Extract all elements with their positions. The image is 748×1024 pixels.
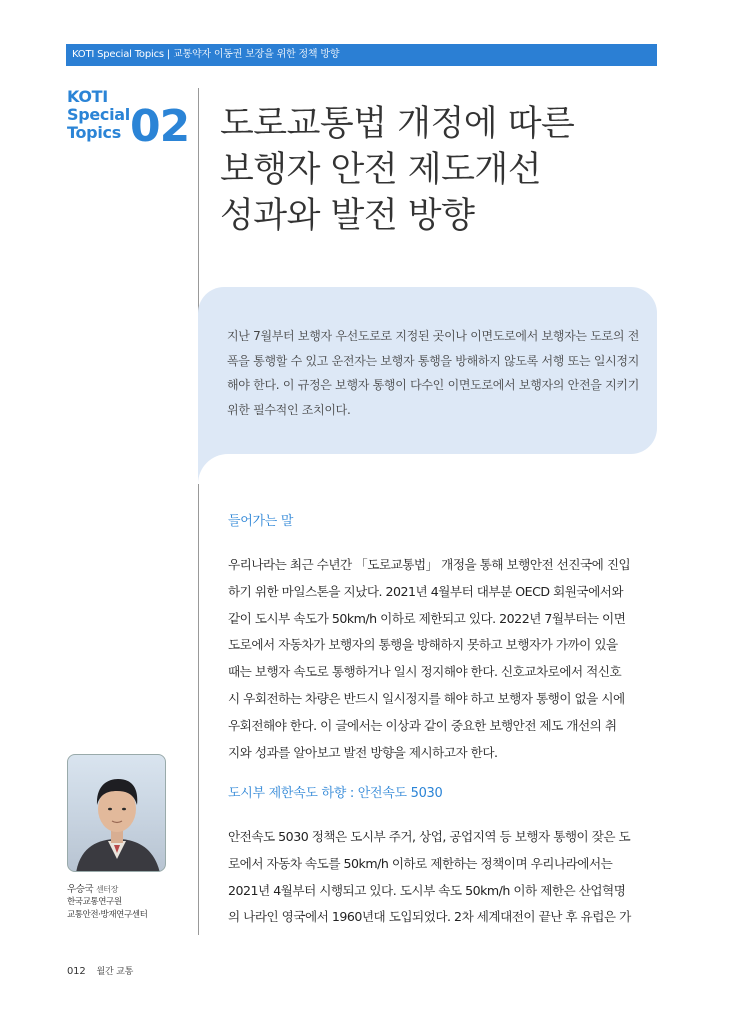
- author-dept: 교통안전·방재연구센터: [67, 910, 148, 920]
- intro-body: [228, 552, 658, 766]
- section-label-line: Special: [67, 105, 130, 124]
- body-line: 시 우회전하는 차량은 반드시 일시정지를 해야 하고 보행자 통행이 없을 시에: [228, 690, 625, 706]
- title-line: 성과와 발전 방향: [220, 196, 475, 236]
- body-line: 2021년 4월부터 시행되고 있다. 도시부 속도 50km/h 이하 제한은 산업혁명: [228, 882, 626, 898]
- header-separator: |: [166, 49, 171, 60]
- body-line: 우리나라는 최근 수년간 「도로교통법」 개정을 통해 보행안전 선진국에 진입: [228, 557, 631, 572]
- summary-text: 지난 7월부터 보행자 우선도로로 지정된 곳이나 이면도로에서 보행자는 도로의 전폭을 통행할 수 있고 운전자는 보행자 통행을 방해하지 않도록 서행 또는 일시정지해야 한다. 이 규정은 보행자 통행이 다수인 이면도로에서 보행자의 안전을 지키기 위한 필수적인 조치이다.: [227, 329, 639, 417]
- author-info: [67, 883, 147, 922]
- author-org: 한국교통연구원: [67, 897, 122, 907]
- section-label: [67, 88, 130, 142]
- body-line: 우회전해야 한다. 이 글에서는 이상과 같이 중요한 보행안전 제도 개선의 취: [228, 717, 617, 733]
- author-role: 센터장: [95, 885, 118, 894]
- header-topic: 교통약자 이동권 보장을 위한 정책 방향: [173, 49, 340, 60]
- title-line: 도로교통법 개정에 따른: [220, 104, 575, 144]
- header-bar: [66, 44, 657, 66]
- summary-box-corner: [198, 454, 228, 484]
- body-line: 때는 보행자 속도로 통행하거나 일시 정지해야 한다. 신호교차로에서 적신호: [228, 664, 622, 680]
- header-series: KOTI Special Topics: [72, 49, 164, 60]
- publication-name: 월간 교통: [96, 967, 134, 977]
- body-line: 도로에서 자동차가 보행자의 통행을 방해하지 못하고 보행자가 가까이 있을: [228, 637, 618, 653]
- author-photo: [67, 754, 166, 872]
- body-line: 로에서 자동차 속도를 50km/h 이하로 제한하는 정책이며 우리나라에서는: [228, 855, 613, 871]
- body-line: 하기 위한 마일스톤을 지났다. 2021년 4월부터 대부분 OECD 회원국에서와: [228, 583, 624, 599]
- title-line: 보행자 안전 제도개선: [220, 150, 542, 190]
- section-label-line: KOTI: [67, 87, 108, 106]
- page-footer: [67, 964, 133, 977]
- body-line: 같이 도시부 속도가 50km/h 이하로 제한되고 있다. 2022년 7월부터는 이면: [228, 610, 626, 626]
- section-label-line: Topics: [67, 123, 121, 142]
- body-line: 의 나라인 영국에서 1960년대 도입되었다. 2차 세계대전이 끝난 후 유럽은 가: [228, 909, 631, 925]
- body-line: 안전속도 5030 정책은 도시부 주거, 상업, 공업지역 등 보행자 통행이 잦은 도: [228, 829, 631, 844]
- author-name: 우승국: [67, 884, 94, 895]
- author-portrait-icon: [68, 755, 166, 872]
- divider-line: [198, 88, 199, 935]
- article-title: [220, 101, 574, 239]
- body-line: 지와 성과를 알아보고 발전 방향을 제시하고자 한다.: [228, 744, 498, 760]
- speed-body: [228, 824, 658, 931]
- section-number: 02: [130, 101, 190, 152]
- page-number: 012: [67, 966, 86, 977]
- section-heading-intro: 들어가는 말: [228, 514, 294, 529]
- section-heading-speed: 도시부 제한속도 하향 : 안전속도 5030: [228, 786, 443, 801]
